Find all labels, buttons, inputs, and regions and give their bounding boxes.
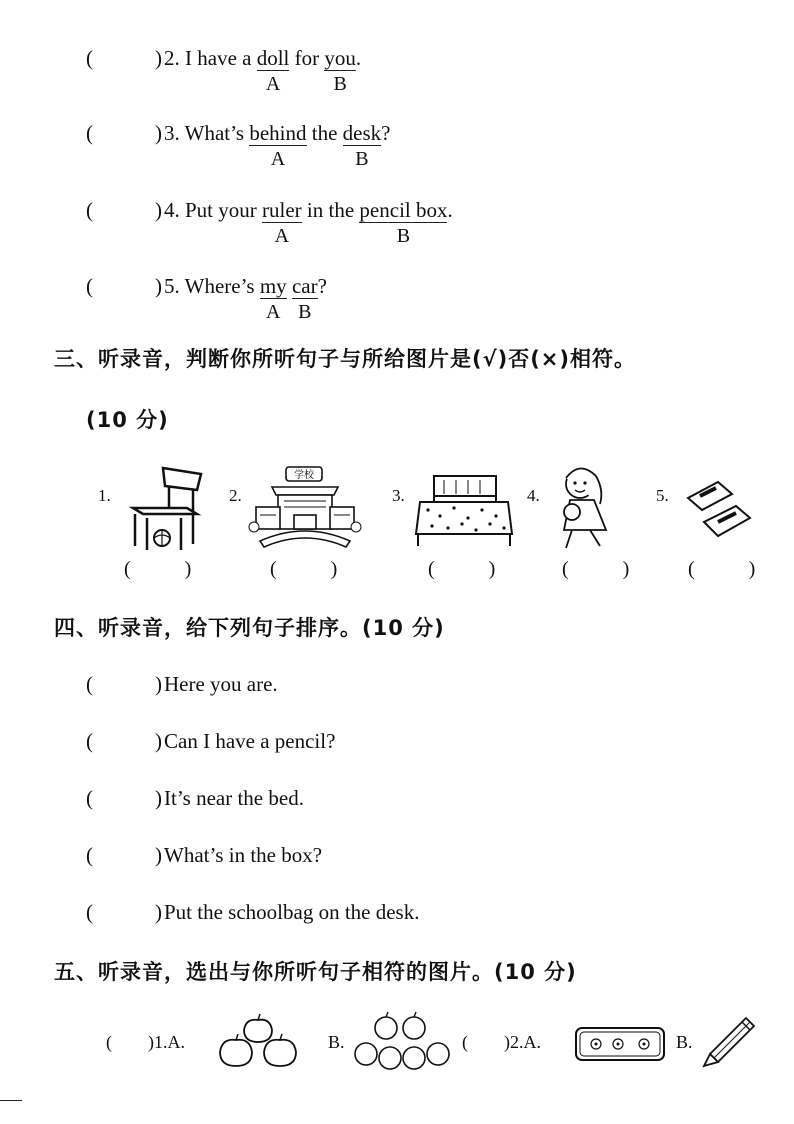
question-3: ( )3. What’s behind A the desk B ? xyxy=(86,121,391,170)
q2-option-b-label: B. xyxy=(676,1032,693,1052)
question-5: ( )5. Where’s my A car B ? xyxy=(86,274,327,323)
order-blank[interactable]: ( ) xyxy=(86,729,162,753)
order-blank[interactable]: ( ) xyxy=(86,843,162,867)
picture-2-number: 2. xyxy=(229,486,242,505)
pencil-icon xyxy=(702,1014,758,1068)
girl-with-doll-icon xyxy=(552,460,622,552)
q1-option-b-label: B. xyxy=(328,1032,345,1052)
option-b-underline: car B xyxy=(291,274,318,323)
q1-answer-blank[interactable]: ( )1.A. xyxy=(106,1032,185,1052)
picture-3-number: 3. xyxy=(392,486,405,505)
answer-blank[interactable]: ( ) xyxy=(86,198,162,222)
picture-4-answer-blank[interactable]: ( ) xyxy=(562,558,630,580)
option-a-underline: my A xyxy=(259,274,287,323)
picture-2-answer-blank[interactable]: ( ) xyxy=(270,558,338,580)
q2-answer-blank[interactable]: ( )2.A. xyxy=(462,1032,541,1052)
answer-blank[interactable]: ( ) xyxy=(86,274,162,298)
question-2: ( )2. I have a doll A for you B . xyxy=(86,46,362,95)
chair-icon xyxy=(125,462,205,552)
order-blank[interactable]: ( ) xyxy=(86,900,162,924)
order-item-1: ( )Here you are. xyxy=(86,672,278,696)
order-blank[interactable]: ( ) xyxy=(86,786,162,810)
section5-heading: 五、听录音，选出与你所听句子相符的图片。(10 分) xyxy=(54,960,577,984)
order-blank[interactable]: ( ) xyxy=(86,672,162,696)
option-a-underline: doll A xyxy=(256,46,290,95)
option-a-underline: ruler A xyxy=(262,198,302,247)
pencil-case-icon xyxy=(574,1024,666,1064)
picture-4-number: 4. xyxy=(527,486,540,505)
picture-5-answer-blank[interactable]: ( ) xyxy=(688,558,756,580)
question-4: ( )4. Put your ruler A in the pencil box B . xyxy=(86,198,453,247)
picture-1-answer-blank[interactable]: ( ) xyxy=(124,558,192,580)
option-a-underline: behind A xyxy=(249,121,307,170)
section4-heading: 四、听录音，给下列句子排序。(10 分) xyxy=(54,616,445,640)
bed-icon xyxy=(414,472,514,550)
option-b-underline: desk B xyxy=(342,121,382,170)
six-apples-icon xyxy=(352,1012,452,1072)
section3-score: (10 分) xyxy=(86,408,169,432)
answer-blank[interactable]: ( ) xyxy=(86,46,162,70)
order-item-5: ( )Put the schoolbag on the desk. xyxy=(86,900,420,924)
picture-3-answer-blank[interactable]: ( ) xyxy=(428,558,496,580)
option-b-underline: pencil box B xyxy=(359,198,448,247)
school-sign-text: 学校 xyxy=(294,470,314,481)
picture-1-number: 1. xyxy=(98,486,111,505)
section3-heading: 三、听录音，判断你所听句子与所给图片是(√)否(×)相符。 xyxy=(54,347,636,371)
three-apples-icon xyxy=(216,1014,300,1070)
order-item-2: ( )Can I have a pencil? xyxy=(86,729,336,753)
picture-5-number: 5. xyxy=(656,486,669,505)
answer-blank[interactable]: ( ) xyxy=(86,121,162,145)
option-b-underline: you B xyxy=(324,46,356,95)
footer-rule xyxy=(0,1100,22,1101)
school-building-icon xyxy=(250,465,360,550)
erasers-icon xyxy=(684,478,756,542)
order-item-3: ( )It’s near the bed. xyxy=(86,786,304,810)
order-item-4: ( )What’s in the box? xyxy=(86,843,323,867)
